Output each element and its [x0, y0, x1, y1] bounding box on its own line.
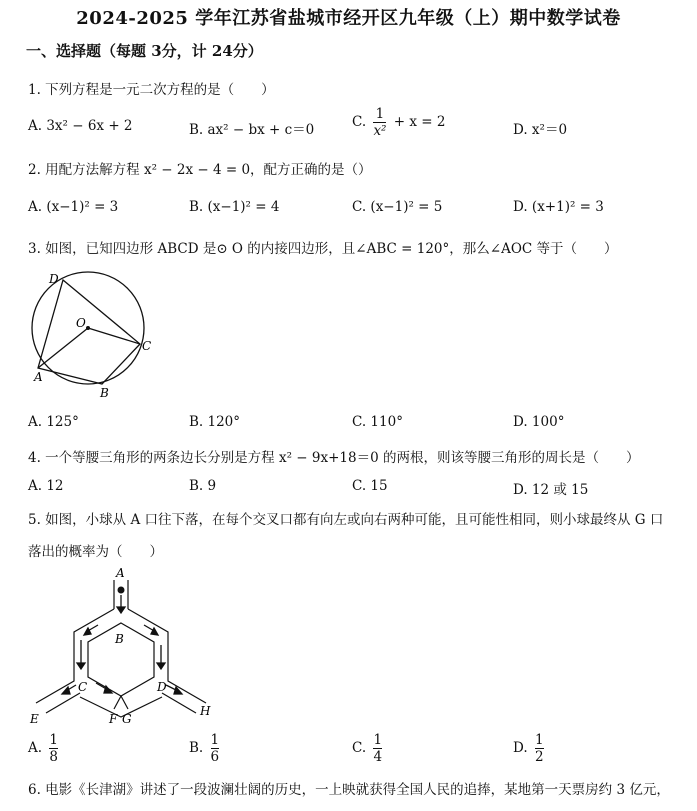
q5-option-b[interactable]: [189, 732, 222, 765]
q5-option-d-prefix: D.: [513, 740, 528, 756]
question-5-stem-line-2: 落出的概率为（ ）: [28, 544, 163, 560]
q5-option-a-prefix: A.: [28, 740, 43, 756]
label-h: H: [200, 704, 211, 718]
question-3-stem: 3. 如图，已知四边形 ABCD 是⊙ O 的内接四边形，且∠ABC = 120°，那么∠AOC 等于（ ）: [28, 241, 618, 257]
q3-option-b[interactable]: B. 120°: [189, 414, 241, 430]
q2-option-b[interactable]: B. (x−1)² = 4: [189, 199, 280, 215]
q3-option-d[interactable]: D. 100°: [513, 414, 565, 430]
q2-option-c[interactable]: C. (x−1)² = 5: [352, 199, 443, 215]
label-b: B: [100, 386, 109, 400]
q5-c-numerator: 1: [373, 732, 383, 748]
center-point: [86, 326, 90, 330]
question-1-stem: 1. 下列方程是一元二次方程的是（ ）: [28, 82, 275, 98]
q4-option-a[interactable]: A. 12: [28, 478, 64, 494]
q4-option-c[interactable]: C. 15: [352, 478, 388, 494]
question-6-stem: 6. 电影《长津湖》讲述了一段波澜壮阔的历史，一上映就获得全国人民的追捧，某地第一天票房约 3 亿元，: [28, 782, 670, 798]
q1-option-b[interactable]: B. ax² − bx + c＝0: [189, 122, 315, 138]
q5-a-denominator: 8: [49, 749, 58, 765]
q5-option-c[interactable]: [352, 732, 385, 765]
q5-d-numerator: 1: [534, 732, 544, 748]
label-f: F: [109, 712, 118, 726]
label-a: A: [116, 566, 125, 580]
q4-option-d[interactable]: D. 12 或 15: [513, 482, 589, 498]
q1-fraction-numerator: 1: [375, 106, 385, 122]
q5-b-denominator: 6: [210, 749, 220, 765]
label-b: B: [115, 632, 124, 646]
label-o: O: [76, 316, 86, 330]
q3-option-c[interactable]: C. 110°: [352, 414, 403, 430]
q1-fraction-denominator: x²: [373, 123, 387, 139]
q3-option-a[interactable]: A. 125°: [28, 414, 79, 430]
circle-quadrilateral-figure: [26, 264, 166, 404]
label-c: C: [142, 339, 152, 353]
q1-option-c[interactable]: [352, 106, 445, 139]
segment-oa: [38, 328, 88, 368]
q2-option-a[interactable]: A. (x−1)² = 3: [28, 199, 119, 215]
q2-option-d[interactable]: D. (x+1)² = 3: [513, 199, 604, 215]
q5-a-numerator: 1: [49, 732, 58, 748]
q4-option-b[interactable]: B. 9: [189, 478, 217, 494]
q5-option-a[interactable]: [28, 732, 61, 765]
label-c: C: [78, 680, 88, 694]
label-g: G: [122, 712, 132, 726]
q1-option-c-rest: + x = 2: [393, 114, 446, 130]
q5-c-denominator: 4: [373, 749, 383, 765]
q5-option-d[interactable]: [513, 732, 547, 765]
q1-option-d[interactable]: D. x²＝0: [513, 122, 568, 138]
q5-option-b-prefix: B.: [189, 740, 204, 756]
segment-oc: [88, 328, 140, 344]
q1-option-c-fraction: [373, 106, 386, 139]
q5-b-numerator: 1: [210, 732, 220, 748]
quadrilateral-abcd: [38, 280, 140, 384]
label-d: D: [157, 680, 167, 694]
label-d: D: [49, 272, 59, 286]
question-2-stem: 2. 用配方法解方程 x² − 2x − 4 = 0，配方正确的是（）: [28, 162, 372, 178]
q1-option-c-prefix: C.: [352, 114, 367, 130]
label-a: A: [34, 370, 43, 384]
question-5-stem-line-1: 5. 如图，小球从 A 口往下落，在每个交叉口都有向左或向右两种可能，且可能性相同，则小球最终从 G 口: [28, 512, 664, 528]
question-4-stem: 4. 一个等腰三角形的两条边长分别是方程 x² − 9x+18＝0 的两根，则该等腰三角形的周长是（ ）: [28, 450, 640, 466]
ball-drop-hexagon-figure: [26, 565, 226, 730]
section-heading: 一、选择题（每题 3分，计 24分）: [26, 42, 263, 60]
q1-option-a[interactable]: A. 3x² − 6x + 2: [28, 118, 133, 134]
q5-option-c-prefix: C.: [352, 740, 367, 756]
label-e: E: [30, 712, 39, 726]
ball-icon: [118, 587, 125, 594]
q5-d-denominator: 2: [534, 749, 544, 765]
page-title: 2024-2025 学年江苏省盐城市经开区九年级（上）期中数学试卷: [76, 8, 621, 29]
